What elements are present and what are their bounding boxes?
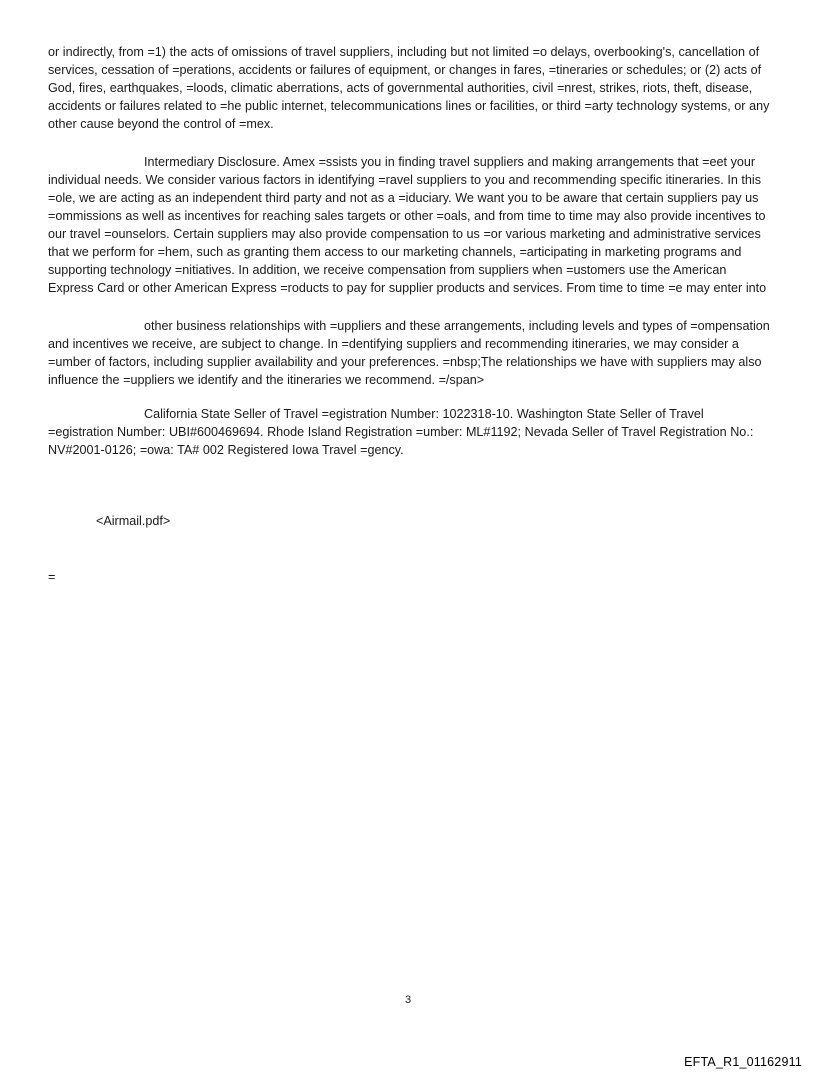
intermediary-disclosure-text: Intermediary Disclosure. Amex =ssists you in finding travel suppliers and making arrangements that =eet your individual needs. We consider various factors in identifying =ravel suppliers to you and recommending specific itineraries. In this =ole, we are acting as an independent third party and not as a =iduciary. We want you to be aware that certain suppliers pay us =ommissions as well as incentives for reaching sales targets or other =oals, and from time to time may also provide incentives to our travel =ounselors. Certain suppliers may also provide compensation to us =or various marketing and administrative services that we perform for =hem, such as granting them access to our marketing channels, =articipating in marketing programs and supporting technology =nitiatives. In addition, we receive compensation from suppliers when =ustomers use the American Express Card or other American Express =roducts to pay for supplier products and services. From time to time =e may enter into [48,155,767,295]
seller-of-travel-text: California State Seller of Travel =egistration Number: 1022318-10. Washington State Seller of Travel =egistration Number: UBI#600469694. Rhode Island Registration =umber: ML#1192; Nevada Seller of Travel Registration No.: NV#2001-0126; =owa: TA# 002 Registered Iowa Travel =gency. [48,407,754,457]
intermediary-disclosure-paragraph [48,153,770,297]
document-id-stamp: EFTA_R1_01162911 [684,1055,802,1069]
attachment-reference: <Airmail.pdf> [96,514,171,528]
trailing-equals: = [48,570,56,584]
page-number: 3 [404,994,412,1006]
disclaimer-text: or indirectly, from =1) the acts of omissions of travel suppliers, including but not limited =o delays, overbooking's, cancellation of services, cessation of =perations, accidents or failures of equipment, or changes in fares, =tineraries or schedules; or (2) acts of God, fires, earthquakes, =loods, climatic aberrations, acts of governmental authorities, civil =nrest, strikes, riots, theft, disease, accidents or failures related to =he public internet, telecommunications lines or facilities, or third =arty technology systems, or any other cause beyond the control of =mex. [48,45,770,131]
disclaimer-paragraph [48,43,770,133]
business-relationships-text: other business relationships with =uppliers and these arrangements, including levels and types of =ompensation and incentives we receive, are subject to change. In =dentifying suppliers and recommending itineraries, we may consider a =umber of factors, including supplier availability and your preferences. =nbsp;The relationships we have with suppliers may also influence the =uppliers we identify and the itineraries we recommend. =/span> [48,319,770,387]
seller-of-travel-paragraph [48,405,770,459]
business-relationships-paragraph [48,317,770,389]
